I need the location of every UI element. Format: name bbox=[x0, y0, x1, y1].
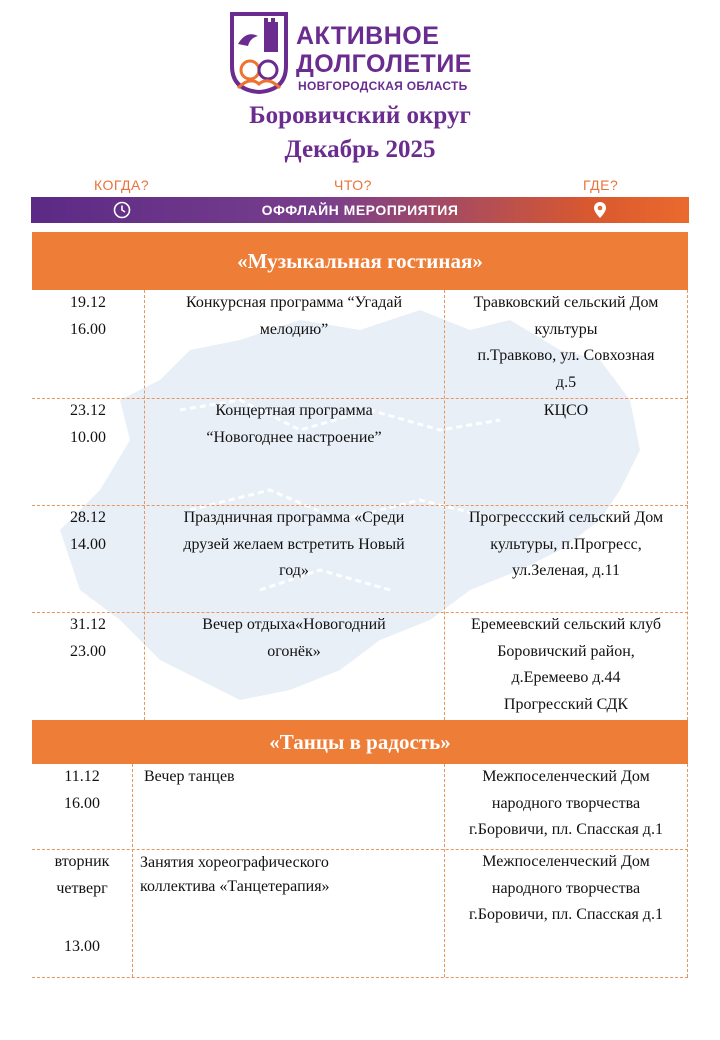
location-pin-icon bbox=[593, 201, 607, 219]
where-cell: Межпоселенческий Дом народного творчества г.Боровичи, пл. Спасская д.1 bbox=[469, 853, 663, 923]
logo-title-line1: АКТИВНОЕ bbox=[296, 22, 440, 50]
what-cell: Конкурсная программа “Угадай мелодию” bbox=[185, 294, 403, 338]
row-divider bbox=[32, 398, 688, 399]
district-title: Боровичский округ bbox=[249, 102, 471, 129]
table-row bbox=[32, 764, 688, 849]
logo bbox=[228, 10, 498, 96]
column-divider bbox=[444, 764, 445, 977]
when-cell: 11.12 16.00 bbox=[64, 768, 100, 812]
when-label: КОГДА? bbox=[94, 177, 150, 193]
table-row bbox=[32, 290, 688, 398]
table-row bbox=[32, 505, 688, 612]
table-row bbox=[32, 398, 688, 505]
where-cell: Межпоселенческий Дом народного творчества г.Боровичи, пл. Спасская д.1 bbox=[469, 768, 663, 838]
row-divider bbox=[32, 612, 688, 613]
what-label: ЧТО? bbox=[334, 177, 372, 193]
row-divider bbox=[32, 505, 688, 506]
where-cell: КЦСО bbox=[543, 402, 589, 419]
what-cell: Вечер отдыха«Новогодний огонёк» bbox=[202, 616, 386, 660]
row-divider bbox=[32, 849, 688, 850]
logo-subtitle: НОВГОРОДСКАЯ ОБЛАСТЬ bbox=[298, 79, 468, 93]
column-divider bbox=[132, 764, 133, 977]
table-row bbox=[32, 612, 688, 720]
logo-emblem-icon bbox=[228, 10, 290, 94]
table-row bbox=[32, 849, 688, 977]
when-cell: вторник четверг 13.00 bbox=[54, 853, 110, 955]
logo-title-line2: ДОЛГОЛЕТИЕ bbox=[296, 50, 472, 78]
section-header-dance: «Танцы в радость» bbox=[32, 720, 688, 764]
when-cell: 31.12 23.00 bbox=[70, 616, 106, 660]
where-cell: Прогрессский сельский Дом культуры, п.Прогресс, ул.Зеленая, д.11 bbox=[468, 509, 664, 579]
month-title: Декабрь 2025 bbox=[284, 136, 436, 163]
column-divider bbox=[687, 764, 688, 977]
what-cell: Праздничная программа «Среди друзей желаем встретить Новый год» bbox=[183, 509, 405, 579]
when-cell: 23.12 10.00 bbox=[70, 402, 106, 446]
where-cell: Еремеевский сельский клуб Боровичский район, д.Еремеево д.44 Прогресский СДК bbox=[470, 616, 662, 713]
when-cell: 28.12 14.00 bbox=[70, 509, 106, 553]
row-divider bbox=[32, 977, 688, 978]
where-cell: Травковский сельский Дом культуры п.Травково, ул. Совхозная д.5 bbox=[473, 294, 659, 391]
offline-events-band bbox=[31, 197, 689, 223]
band-title: ОФФЛАЙН МЕРОПРИЯТИЯ bbox=[261, 202, 459, 218]
when-cell: 19.12 16.00 bbox=[70, 294, 106, 338]
where-label: ГДЕ? bbox=[583, 177, 619, 193]
what-cell: Занятия хореографического коллектива «Танцетерапия» bbox=[140, 854, 330, 895]
what-cell: Вечер танцев bbox=[144, 768, 235, 785]
section-header-music: «Музыкальная гостиная» bbox=[32, 232, 688, 290]
what-cell: Концертная программа “Новогоднее настроение” bbox=[206, 402, 382, 446]
